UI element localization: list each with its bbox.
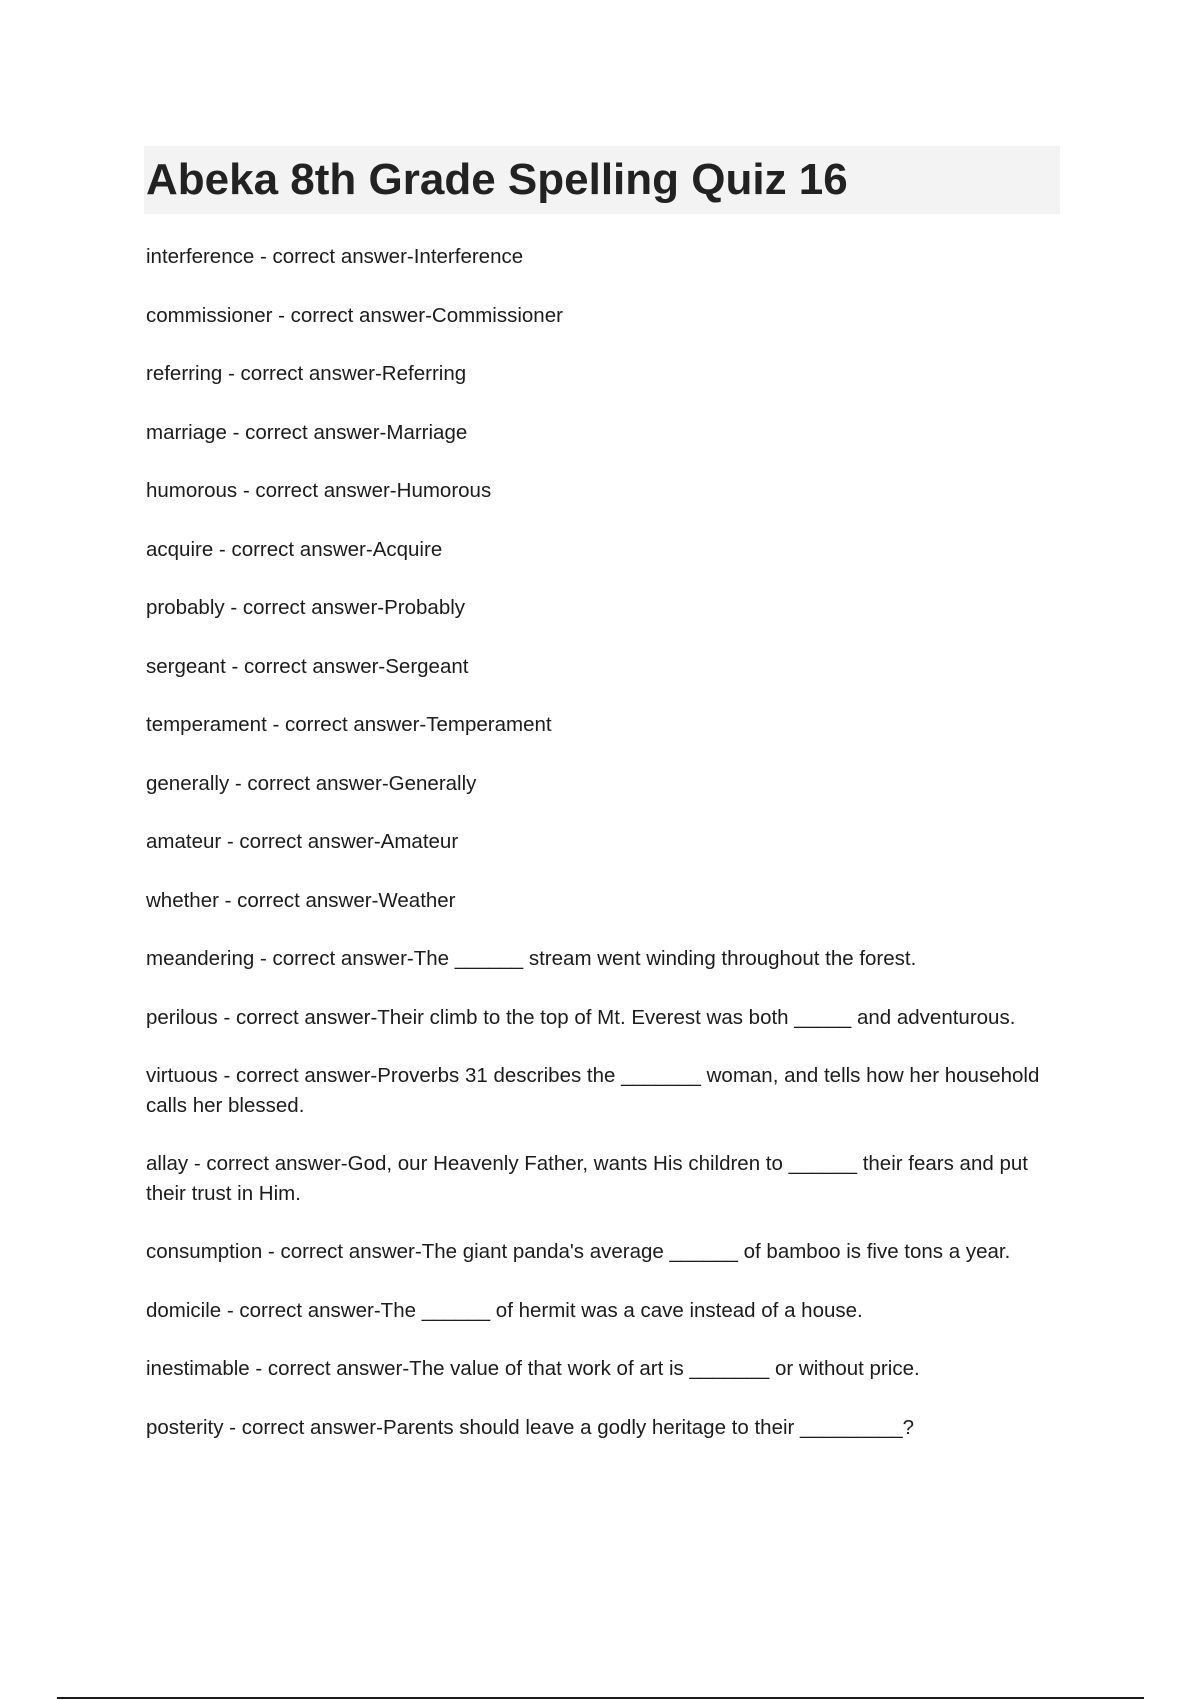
list-item: temperament - correct answer-Temperament [146,713,552,736]
title-banner [144,146,1060,214]
list-item: referring - correct answer-Referring [146,362,467,385]
list-item: interference - correct answer-Interference [146,245,524,268]
list-item: generally - correct answer-Generally [146,771,477,795]
list-item: humorous - correct answer-Humorous [146,479,492,502]
list-item: amateur - correct answer-Amateur [146,830,459,853]
list-item: posterity - correct answer-Parents should leave a godly heritage to their _________? [146,1415,915,1439]
list-item: perilous - correct answer-Their climb to the top of Mt. Everest was both _____ and adventurous. [146,1005,1016,1029]
answer-list [146,242,1046,1471]
list-item: whether - correct answer-Weather [146,888,456,912]
list-item: acquire - correct answer-Acquire [146,537,443,561]
list-item: marriage - correct answer-Marriage [146,420,468,444]
list-item: commissioner - correct answer-Commissioner [146,303,563,327]
list-item: virtuous - correct answer-Proverbs 31 describes the _______ woman, and tells how her household calls her blessed. [146,1064,1040,1117]
list-item: inestimable - correct answer-The value of that work of art is _______ or without price. [146,1357,920,1380]
page-footer-divider [57,1697,1144,1699]
list-item: probably - correct answer-Probably [146,596,466,619]
list-item: consumption - correct answer-The giant panda's average ______ of bamboo is five tons a year. [146,1240,1011,1263]
list-item: domicile - correct answer-The ______ of hermit was a cave instead of a house. [146,1298,863,1322]
page-title: Abeka 8th Grade Spelling Quiz 16 [146,155,848,204]
list-item: sergeant - correct answer-Sergeant [146,654,469,678]
list-item: allay - correct answer-God, our Heavenly Father, wants His children to ______ their fears and put their trust in Him. [146,1152,1028,1205]
list-item: meandering - correct answer-The ______ stream went winding throughout the forest. [146,947,917,970]
